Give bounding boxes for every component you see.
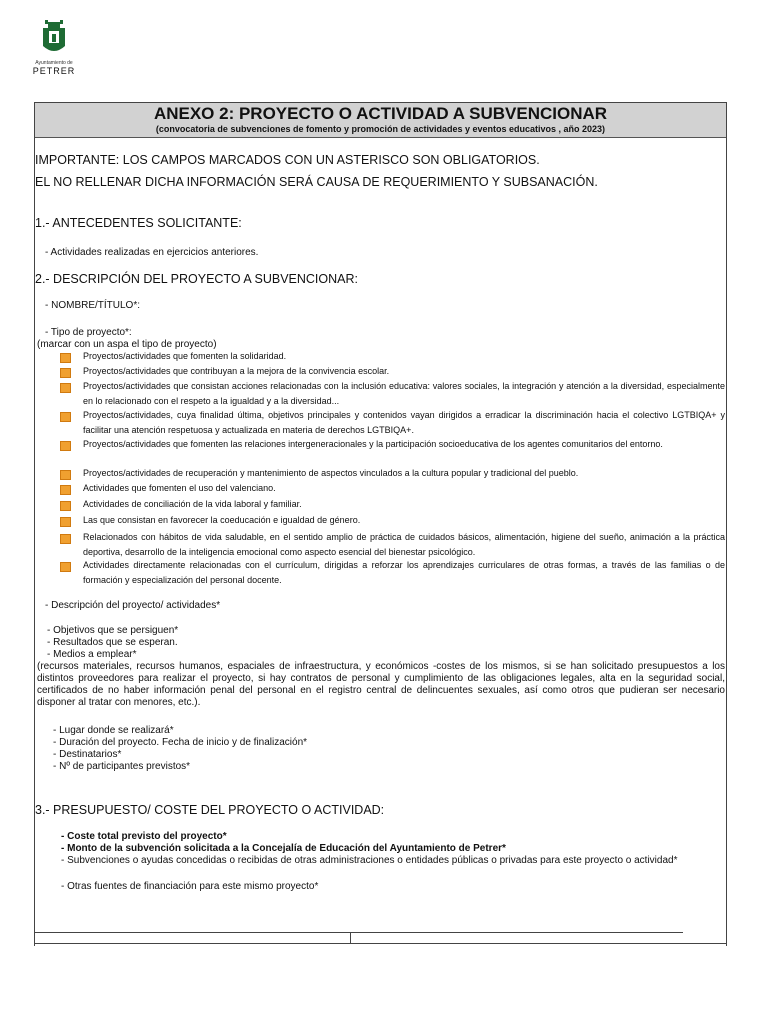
option-checkbox-2[interactable] — [60, 368, 71, 378]
option-checkbox-5[interactable] — [60, 441, 71, 451]
option-checkbox-7[interactable] — [60, 485, 71, 495]
footer-rule-bottom — [35, 943, 726, 944]
field-otras-subvenciones: - Subvenciones o ayudas concedidas o recibidas de otras administraciones o entidades públicas o privadas para este proyecto o actividad* — [61, 855, 678, 866]
option-label-2: Proyectos/actividades que contribuyan a la mejora de la convivencia escolar. — [83, 366, 390, 376]
field-descripcion: - Descripción del proyecto/ actividades* — [45, 600, 221, 611]
option-checkbox-10[interactable] — [60, 534, 71, 544]
medios-detail: (recursos materiales, recursos humanos, espaciales de infraestructura, y económicos -costes de los mismos, si se han solicitado presupuestos a los distintos proveedores para realizar el proyecto, si hay contratos de personal y cumplimiento de las obligaciones legales, alta en la seguridad social, certificados de no haber información penal del personal en el registro central de delincuentes sexuales, así como otros que pudieran ser necesario disponer al tratar con menores, etc.). — [37, 661, 725, 708]
option-label-6: Proyectos/actividades de recuperación y mantenimiento de aspectos vinculados a la cultura popular y tradicional del pueblo. — [83, 468, 579, 478]
option-label-11: Actividades directamente relacionadas con el currículum, dirigidas a reforzar los aprendizajes curriculares de otras formas, a través de las familias o de formación y especialización del personal docente. — [83, 560, 725, 585]
field-lugar: - Lugar donde se realizará* — [53, 725, 174, 736]
coat-of-arms-icon — [39, 18, 69, 58]
field-resultados: - Resultados que se esperan. — [47, 637, 178, 648]
option-checkbox-11[interactable] — [60, 562, 71, 572]
field-medios: - Medios a emplear* — [47, 649, 137, 660]
field-nombre: - NOMBRE/TÍTULO*: — [45, 300, 141, 311]
logo-town-name: PETRER — [32, 66, 76, 76]
field-tipo: - Tipo de proyecto*: — [45, 327, 132, 338]
option-checkbox-1[interactable] — [60, 353, 71, 363]
footer-rule-top — [35, 932, 683, 933]
important-line-2: EL NO RELLENAR DICHA INFORMACIÓN SERÁ CAUSA DE REQUERIMIENTO Y SUBSANACIÓN. — [35, 175, 598, 189]
logo-caption: Ayuntamiento de — [35, 60, 73, 66]
field-coste-total: - Coste total previsto del proyecto* — [61, 831, 227, 842]
option-label-9: Las que consistan en favorecer la coeducación e igualdad de género. — [83, 515, 361, 525]
section-2-title: 2.- DESCRIPCIÓN DEL PROYECTO A SUBVENCIONAR: — [35, 272, 358, 286]
option-label-7: Actividades que fomenten el uso del valenciano. — [83, 483, 276, 493]
field-participantes: - Nº de participantes previstos* — [53, 761, 191, 772]
option-label-4: Proyectos/actividades, cuya finalidad última, objetivos principales y contenidos vayan dirigidos a erradicar la discriminación hacia el colectivo LGTBIQA+ y facilitar una atención respetuosa y actualizada en materia de derechos LGTBIQA+. — [83, 410, 725, 435]
field-monto-subvencion: - Monto de la subvención solicitada a la Concejalía de Educación del Ayuntamiento de Petrer* — [61, 843, 506, 854]
tipo-hint: (marcar con un aspa el tipo de proyecto) — [37, 339, 217, 350]
section-1-title: 1.- ANTECEDENTES SOLICITANTE: — [35, 216, 242, 230]
field-otras-fuentes: - Otras fuentes de financiación para este mismo proyecto* — [61, 881, 319, 892]
field-duracion: - Duración del proyecto. Fecha de inicio y de finalización* — [53, 737, 308, 748]
form-header — [35, 103, 726, 138]
option-label-10: Relacionados con hábitos de vida saludable, en el sentido amplio de práctica de cuidados básicos, alimentación, higiene del sueño, animación a la práctica deportiva, desarrollo de la inteligencia emocional como aspecto esencial del bienestar psicológico. — [83, 532, 725, 557]
option-checkbox-6[interactable] — [60, 470, 71, 480]
option-checkbox-8[interactable] — [60, 501, 71, 511]
option-checkbox-3[interactable] — [60, 383, 71, 393]
field-objetivos: - Objetivos que se persiguen* — [47, 625, 179, 636]
town-logo — [30, 18, 78, 76]
form-frame — [34, 102, 727, 946]
option-label-5: Proyectos/actividades que fomenten las relaciones intergeneracionales y la participación socioeducativa de los agentes comunitarios del entorno. — [83, 439, 663, 449]
form-subtitle: (convocatoria de subvenciones de fomento y promoción de actividades y eventos educativos , año 2023) — [155, 124, 606, 134]
option-checkbox-4[interactable] — [60, 412, 71, 422]
option-checkbox-9[interactable] — [60, 517, 71, 527]
section-3-title: 3.- PRESUPUESTO/ COSTE DEL PROYECTO O ACTIVIDAD: — [35, 803, 385, 817]
option-label-8: Actividades de conciliación de la vida laboral y familiar. — [83, 499, 302, 509]
field-destinatarios: - Destinatarios* — [53, 749, 122, 760]
section-1-item: - Actividades realizadas en ejercicios anteriores. — [45, 247, 259, 258]
important-line-1: IMPORTANTE: LOS CAMPOS MARCADOS CON UN ASTERISCO SON OBLIGATORIOS. — [35, 153, 540, 167]
option-label-1: Proyectos/actividades que fomenten la solidaridad. — [83, 351, 287, 361]
form-title: ANEXO 2: PROYECTO O ACTIVIDAD A SUBVENCIONAR — [153, 104, 608, 123]
option-label-3: Proyectos/actividades que consistan acciones relacionadas con la inclusión educativa: valores sociales, la integración y atención a la diversidad, especialmente en lo relacionado con el respeto a la igualdad y a la diversidad... — [83, 381, 725, 406]
